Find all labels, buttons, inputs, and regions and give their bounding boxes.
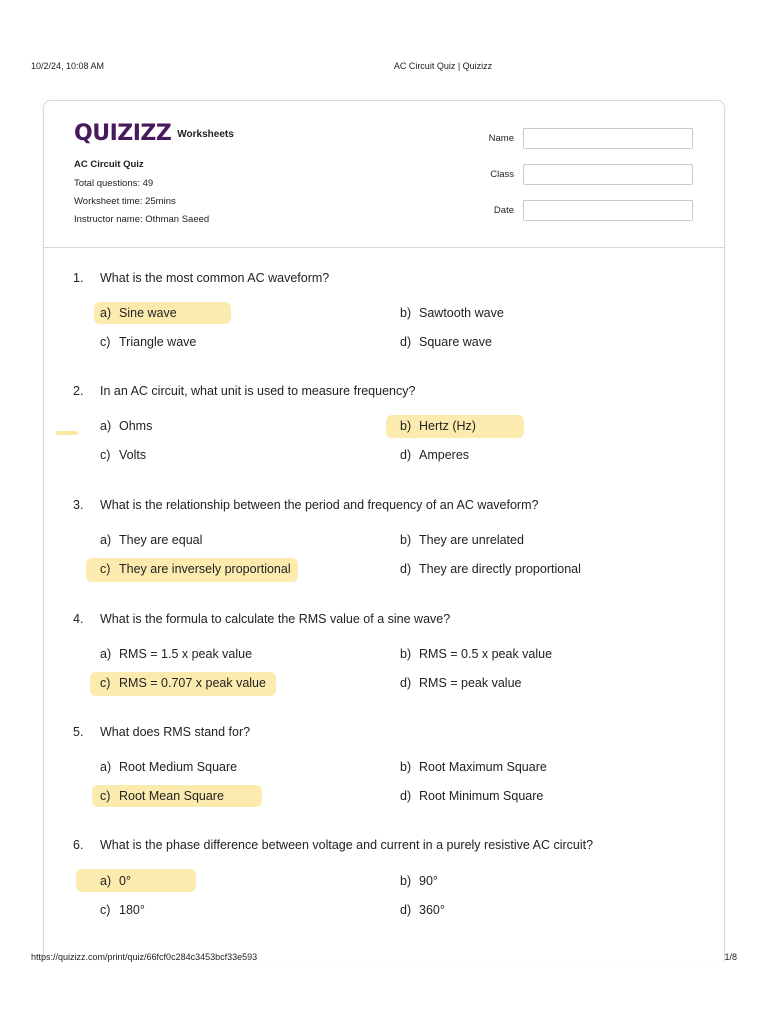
instructor-name: Instructor name: Othman Saeed: [74, 214, 210, 225]
option-text: Hertz (Hz): [419, 419, 476, 433]
option-text: Square wave: [419, 335, 492, 349]
page-number: 1/8: [724, 952, 737, 962]
option-letter: c): [100, 335, 111, 349]
date-label: Date: [493, 205, 514, 216]
name-label: Name: [488, 133, 514, 144]
option-d[interactable]: [400, 335, 492, 349]
option-text: Root Maximum Square: [419, 760, 547, 774]
question-number: 2.: [73, 384, 84, 398]
option-letter: a): [100, 306, 112, 320]
option-text: RMS = peak value: [419, 676, 522, 690]
option-a[interactable]: [100, 760, 237, 774]
option-letter: c): [100, 562, 111, 576]
question-number: 6.: [73, 838, 84, 852]
option-letter: a): [100, 533, 112, 547]
option-text: Ohms: [119, 419, 153, 433]
option-c[interactable]: [100, 448, 146, 462]
total-questions: Total questions: 49: [74, 178, 154, 189]
option-a[interactable]: [100, 306, 177, 320]
option-text: Root Medium Square: [119, 760, 238, 774]
option-text: 90°: [419, 874, 438, 888]
option-letter: a): [100, 760, 112, 774]
option-letter: b): [400, 647, 412, 661]
question-text: What is the formula to calculate the RMS value of a sine wave?: [100, 612, 451, 626]
option-a[interactable]: [100, 533, 202, 547]
option-text: Root Minimum Square: [419, 789, 544, 803]
option-letter: a): [100, 419, 112, 433]
option-text: Sawtooth wave: [419, 306, 504, 320]
class-label: Class: [490, 169, 514, 180]
print-url: https://quizizz.com/print/quiz/66fcf0c284c3453bcf33e593: [31, 952, 258, 962]
question-text: What is the relationship between the period and frequency of an AC waveform?: [100, 498, 539, 512]
option-d[interactable]: [400, 903, 445, 917]
option-b[interactable]: [400, 306, 504, 320]
option-c[interactable]: [100, 789, 224, 803]
option-b[interactable]: [400, 419, 476, 433]
logo-subtitle: Worksheets: [177, 129, 234, 140]
option-text: They are unrelated: [419, 533, 524, 547]
worksheet-time: Worksheet time: 25mins: [74, 196, 176, 207]
option-text: Triangle wave: [119, 335, 197, 349]
option-c[interactable]: [100, 562, 291, 576]
question-number: 1.: [73, 271, 84, 285]
option-c[interactable]: [100, 676, 266, 690]
option-letter: d): [400, 448, 412, 462]
option-a[interactable]: [100, 647, 252, 661]
option-d[interactable]: [400, 789, 543, 803]
option-letter: d): [400, 562, 412, 576]
question-text: What is the most common AC waveform?: [100, 271, 330, 285]
answer-highlight: [76, 869, 196, 892]
worksheet-card: [43, 100, 725, 961]
option-a[interactable]: [100, 419, 152, 433]
option-letter: d): [400, 903, 412, 917]
option-text: 180°: [119, 903, 145, 917]
option-letter: c): [100, 676, 111, 690]
option-c[interactable]: [100, 903, 145, 917]
option-letter: d): [400, 676, 412, 690]
option-letter: b): [400, 419, 412, 433]
option-letter: b): [400, 760, 412, 774]
option-letter: b): [400, 306, 412, 320]
option-text: Sine wave: [119, 306, 177, 320]
print-datetime: 10/2/24, 10:08 AM: [31, 61, 105, 71]
quizizz-logo: QUIZIZZ: [74, 121, 172, 146]
question-text: What is the phase difference between voltage and current in a purely resistive AC circuit?: [100, 838, 594, 852]
question-text: In an AC circuit, what unit is used to measure frequency?: [100, 384, 416, 398]
option-text: Volts: [119, 448, 147, 462]
option-text: They are equal: [119, 533, 203, 547]
logo-row: [74, 121, 234, 146]
date-field[interactable]: [523, 200, 693, 221]
question-text: What does RMS stand for?: [100, 725, 251, 739]
question-number: 5.: [73, 725, 84, 739]
print-title: AC Circuit Quiz | Quizizz: [393, 61, 493, 71]
option-letter: b): [400, 874, 412, 888]
option-letter: a): [100, 647, 112, 661]
option-d[interactable]: [400, 448, 469, 462]
option-d[interactable]: [400, 676, 521, 690]
option-c[interactable]: [100, 335, 196, 349]
option-text: They are directly proportional: [419, 562, 581, 576]
option-text: 360°: [419, 903, 445, 917]
option-letter: d): [400, 789, 412, 803]
option-text: RMS = 1.5 x peak value: [119, 647, 253, 661]
quiz-title: AC Circuit Quiz: [74, 159, 144, 170]
option-text: RMS = 0.707 x peak value: [119, 676, 266, 690]
option-b[interactable]: [400, 874, 438, 888]
option-letter: d): [400, 335, 412, 349]
option-text: Amperes: [419, 448, 470, 462]
option-b[interactable]: [400, 760, 547, 774]
option-b[interactable]: [400, 533, 524, 547]
name-field[interactable]: [523, 128, 693, 149]
option-text: RMS = 0.5 x peak value: [419, 647, 553, 661]
option-a[interactable]: [100, 874, 131, 888]
option-letter: c): [100, 448, 111, 462]
option-text: Root Mean Square: [119, 789, 224, 803]
option-letter: b): [400, 533, 412, 547]
question-number: 3.: [73, 498, 84, 512]
class-field[interactable]: [523, 164, 693, 185]
question-number: 4.: [73, 612, 84, 626]
option-letter: c): [100, 789, 111, 803]
option-letter: c): [100, 903, 111, 917]
option-letter: a): [100, 874, 112, 888]
option-text: 0°: [119, 874, 131, 888]
worksheet-header: [44, 101, 724, 248]
option-text: They are inversely proportional: [119, 562, 291, 576]
option-d[interactable]: [400, 562, 581, 576]
option-b[interactable]: [400, 647, 552, 661]
print-header: [0, 61, 768, 73]
